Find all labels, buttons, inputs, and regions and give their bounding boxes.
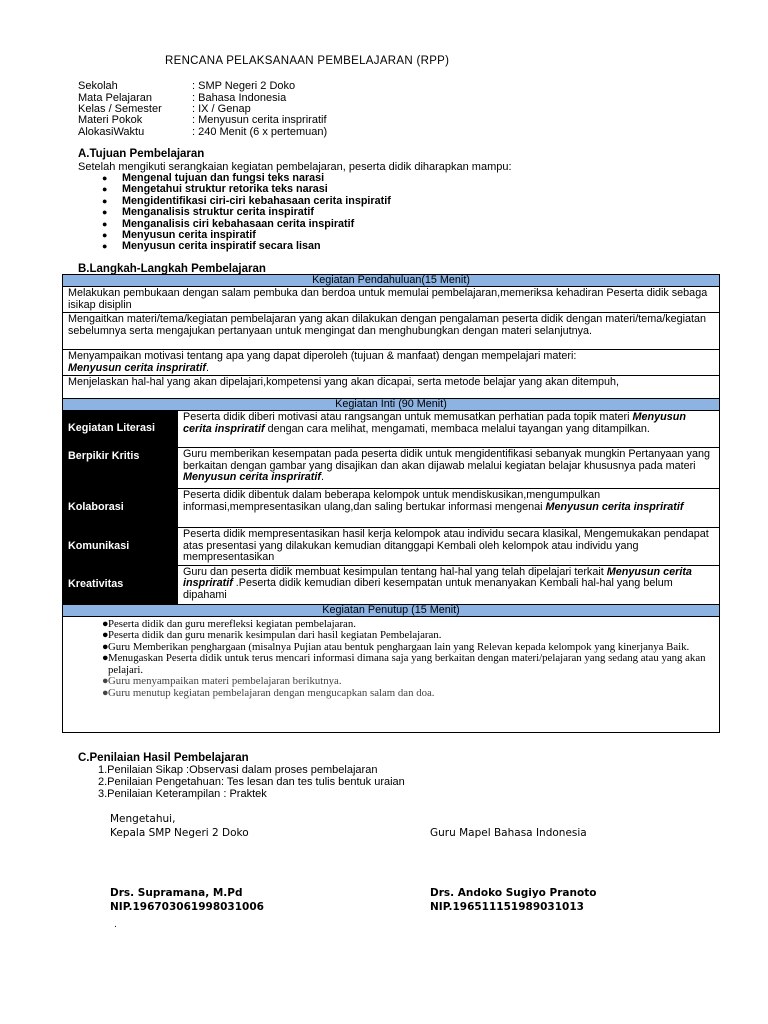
row-label: Kegiatan Literasi <box>63 411 178 448</box>
section-heading-tujuan: A.Tujuan Pembelajaran <box>78 148 205 160</box>
section-heading-penilaian: C.Penilaian Hasil Pembelajaran <box>78 752 249 764</box>
row-text: Peserta didik dibentuk dalam beberapa kelompok untuk mendiskusikan,mengumpulkan informasi,mempresentasikan ulang,dan saling bertukar informasi mengenai Menyusun cerita inspriratif <box>178 489 720 528</box>
section-bar-inti: Kegiatan Inti (90 Menit) <box>63 399 720 411</box>
table-row <box>63 448 720 489</box>
table-row <box>63 565 720 604</box>
row-label: Kreativitas <box>63 565 178 604</box>
bullet-icon: ● <box>102 230 108 241</box>
table-row: Menyampaikan motivasi tentang apa yang dapat diperoleh (tujuan & manfaat) dengan mempelajari materi: Menyusun cerita inspriratif. <box>63 350 720 376</box>
objectives-list <box>78 173 391 253</box>
bullet-icon: ● <box>102 675 109 687</box>
tujuan-intro: Setelah mengikuti serangkaian kegiatan pembelajaran, peserta didik diharapkan mampu: <box>78 161 512 173</box>
table-row: Mengaitkan materi/tema/kegiatan pembelajaran yang akan dilakukan dengan pengalaman peserta didik dengan materi/tema/kegiatan sebelumnya serta mengajukan pertanyaan untuk mengingat dan menghubungkan dengan materi selanjutnya. <box>63 313 720 350</box>
trailing-dot: . <box>114 920 117 930</box>
guru-nip: NIP.196511151989031013 <box>430 901 584 913</box>
info-value: : Menyusun cerita inspriratif <box>192 114 327 126</box>
row-text: Peserta didik mempresentasikan hasil kerja kelompok atau individu secara klasikal, Mengemukakan pendapat atas presentasi yang dilakukan kemudian ditanggapi Kembali oleh kelompok atau individu yang mempresentasikan <box>178 528 720 566</box>
section-bar-penutup: Kegiatan Penutup (15 Menit) <box>63 604 720 616</box>
table-row: Menjelaskan hal-hal yang akan dipelajari,kompetensi yang akan dicapai, serta metode belajar yang akan ditempuh, <box>63 376 720 399</box>
row-label: Berpikir Kritis <box>63 448 178 489</box>
bullet-icon: ● <box>102 241 108 252</box>
list-item: ● Mengenal tujuan dan fungsi teks narasi <box>102 172 325 184</box>
penutup-cell <box>63 616 720 732</box>
bullet-icon: ● <box>102 652 109 664</box>
info-value: : Bahasa Indonesia <box>192 92 287 104</box>
list-item: 3.Penilaian Keterampilan : Praktek <box>98 788 267 800</box>
table-row <box>63 489 720 528</box>
list-item: ● Mengetahui struktur retorika teks narasi <box>102 183 328 196</box>
info-label: Sekolah <box>78 80 118 92</box>
steps-table <box>62 274 720 733</box>
list-item: ● Guru menyampaikan materi pembelajaran berikutnya. <box>102 675 342 687</box>
assessment-list <box>78 764 405 800</box>
row-text: Guru dan peserta didik membuat kesimpulan tentang hal-hal yang telah dipelajari terkait Menyusun cerita inspriratif .Peserta didik kemudian diberi kesempatan untuk menanyakan Kembali hal-hal yang belum dipahami <box>178 565 720 604</box>
list-item: ● Menganalisis ciri kebahasaan cerita inspiratif <box>102 217 355 230</box>
bullet-icon: ● <box>102 195 108 206</box>
bullet-icon: ● <box>102 686 109 699</box>
info-label: AlokasiWaktu <box>78 126 145 138</box>
bullet-icon: ● <box>102 640 109 653</box>
info-value: : IX / Genap <box>192 103 251 115</box>
guru-title: Guru Mapel Bahasa Indonesia <box>430 827 587 839</box>
kepala-name: Drs. Supramana, M.Pd <box>110 887 243 899</box>
info-label: Mata Pelajaran <box>78 92 152 104</box>
row-text: Guru memberikan kesempatan pada peserta didik untuk mengidentifikasi sebanyak mungkin Pertanyaan yang berkaitan dengan gambar yang disajikan dan akan dijawab melalui kegiatan belajar khususnya pada materi Menyusun cerita inspriratif. <box>178 448 720 489</box>
list-item: ● Peserta didik dan guru merefleksi kegiatan pembelajaran. <box>102 617 356 630</box>
list-item: ● Guru menutup kegiatan pembelajaran dengan mengucapkan salam dan doa. <box>102 686 435 699</box>
bullet-icon: ● <box>102 218 108 229</box>
row-label: Komunikasi <box>63 528 178 566</box>
kepala-title: Kepala SMP Negeri 2 Doko <box>110 827 249 839</box>
info-label: Kelas / Semester <box>78 103 162 115</box>
list-item: ● Mengidentifikasi ciri-ciri kebahasaan cerita inspiratif <box>102 194 391 207</box>
list-item: ● Peserta didik dan guru menarik kesimpulan dari hasil kegiatan Pembelajaran. <box>102 629 442 641</box>
guru-name: Drs. Andoko Sugiyo Pranoto <box>430 887 597 899</box>
section-bar-pendahuluan: Kegiatan Pendahuluan(15 Menit) <box>63 275 720 287</box>
mengetahui-label: Mengetahui, <box>110 813 176 825</box>
bullet-icon: ● <box>102 207 108 218</box>
list-item: ● Menyusun cerita inspiratif <box>102 229 256 242</box>
bullet-icon: ● <box>102 173 108 183</box>
bullet-icon: ● <box>102 629 109 641</box>
bullet-icon: ● <box>102 617 109 630</box>
table-row <box>63 411 720 448</box>
section-heading-langkah: B.Langkah-Langkah Pembelajaran <box>78 263 266 275</box>
table-row <box>63 528 720 566</box>
list-item: ● Menugaskan Peserta didik untuk terus mencari informasi dimana saja yang berkaitan dengan materi/pelajaran yang sedang atau yang akan pelajari. <box>102 652 706 676</box>
row-text: Peserta didik diberi motivasi atau rangsangan untuk memusatkan perhatian pada topik materi Menyusun cerita inspriratif dengan cara melihat, mengamati, membaca melalui tayangan yang ditampilkan. <box>178 411 720 448</box>
info-value: : 240 Menit (6 x pertemuan) <box>192 126 328 138</box>
info-value: : SMP Negeri 2 Doko <box>192 80 296 92</box>
kepala-nip: NIP.196703061998031006 <box>110 901 264 913</box>
info-label: Materi Pokok <box>78 114 143 126</box>
list-item: 1.Penilaian Sikap :Observasi dalam proses pembelajaran <box>98 764 378 776</box>
page-title: RENCANA PELAKSANAAN PEMBELAJARAN (RPP) <box>165 55 450 67</box>
list-item: ● Guru Memberikan penghargaan (misalnya Pujian atau bentuk penghargaan lain yang Relevan kepada kelompok yang kinerjanya Baik. <box>102 640 690 653</box>
table-row: Melakukan pembukaan dengan salam pembuka dan berdoa untuk memulai pembelajaran,memeriksa kehadiran Peserta didik sebaga isikap disiplin <box>63 287 720 313</box>
list-item: ● Menganalisis struktur cerita inspiratif <box>102 206 314 219</box>
row-label: Kolaborasi <box>63 489 178 528</box>
bullet-icon: ● <box>102 184 108 195</box>
list-item: 2.Penilaian Pengetahuan: Tes lesan dan tes tulis bentuk uraian <box>98 776 405 788</box>
list-item: ● Menyusun cerita inspiratif secara lisan <box>102 240 321 253</box>
